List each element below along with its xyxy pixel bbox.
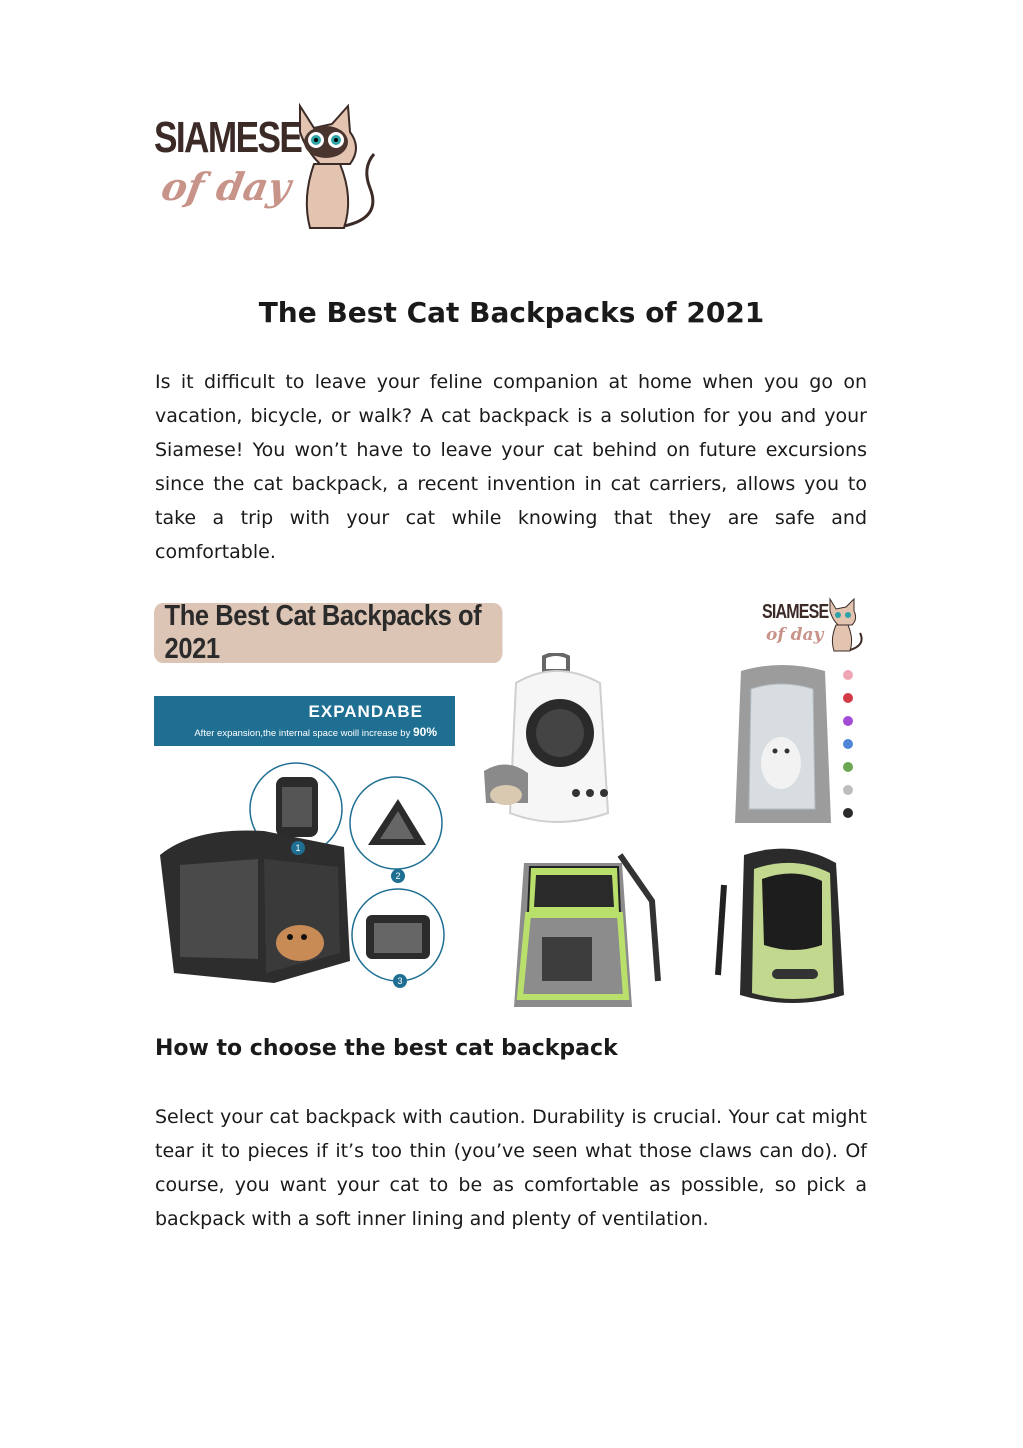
expandable-carrier-image: [154, 747, 464, 1015]
section-paragraph: Select your cat backpack with caution. Durability is crucial. Your cat might tear it to pieces if it’s too thin (you’ve seen what those claws can do). Of course, you want your cat to be as comfortable as possible, so pick a backpack with a soft inner lining and plenty of ventilation.: [155, 1106, 867, 1230]
logo-wordmark: SIAMESE: [154, 113, 302, 162]
expand-title: EXPANDABE: [308, 702, 423, 721]
swatch-pink: [843, 670, 853, 680]
swatch-black: [843, 808, 853, 818]
siamese-cat-icon: [292, 98, 384, 238]
swatch-red: [843, 693, 853, 703]
step-badge-1: 1: [291, 841, 305, 855]
clear-grey-backpack-image: [721, 659, 839, 835]
white-bubble-backpack-image: [476, 653, 636, 835]
intro-paragraph: Is it difficult to leave your feline companion at home when you go on vacation, bicycle, or walk? A cat backpack is a solution for you and your Siamese! You won’t have to leave your cat behind on future excursions since the cat backpack, a recent invention in cat carriers, allows you to take a trip with your cat while knowing that they are safe and comfortable.: [155, 371, 867, 563]
swatch-silver: [843, 785, 853, 795]
expandable-banner: [154, 696, 455, 746]
expand-percent: 90%: [412, 725, 437, 739]
logo-script: of day: [158, 164, 295, 209]
green-window-backpack-image: [502, 841, 664, 1015]
expand-subtitle-text: After expansion,the internal space woill increase by: [194, 728, 411, 739]
banner-logo-word: SIAMESE: [762, 601, 829, 623]
swatch-blue: [843, 739, 853, 749]
banner-logo: [760, 595, 866, 653]
swatch-purple: [843, 716, 853, 726]
site-logo: [152, 98, 384, 238]
swatch-green: [843, 762, 853, 772]
expand-subtitle: [154, 725, 437, 739]
section-heading: How to choose the best cat backpack: [155, 1036, 618, 1061]
banner-logo-script: of day: [766, 625, 824, 645]
step-badge-2: 2: [391, 869, 405, 883]
banner-title: The Best Cat Backpacks of 2021: [154, 603, 502, 663]
step-badge-3: 3: [393, 974, 407, 988]
banner-cat-icon: [826, 595, 866, 653]
green-astronaut-backpack-image: [714, 845, 866, 1011]
product-banner: [154, 587, 869, 1015]
article-title: The Best Cat Backpacks of 2021: [258, 296, 765, 329]
